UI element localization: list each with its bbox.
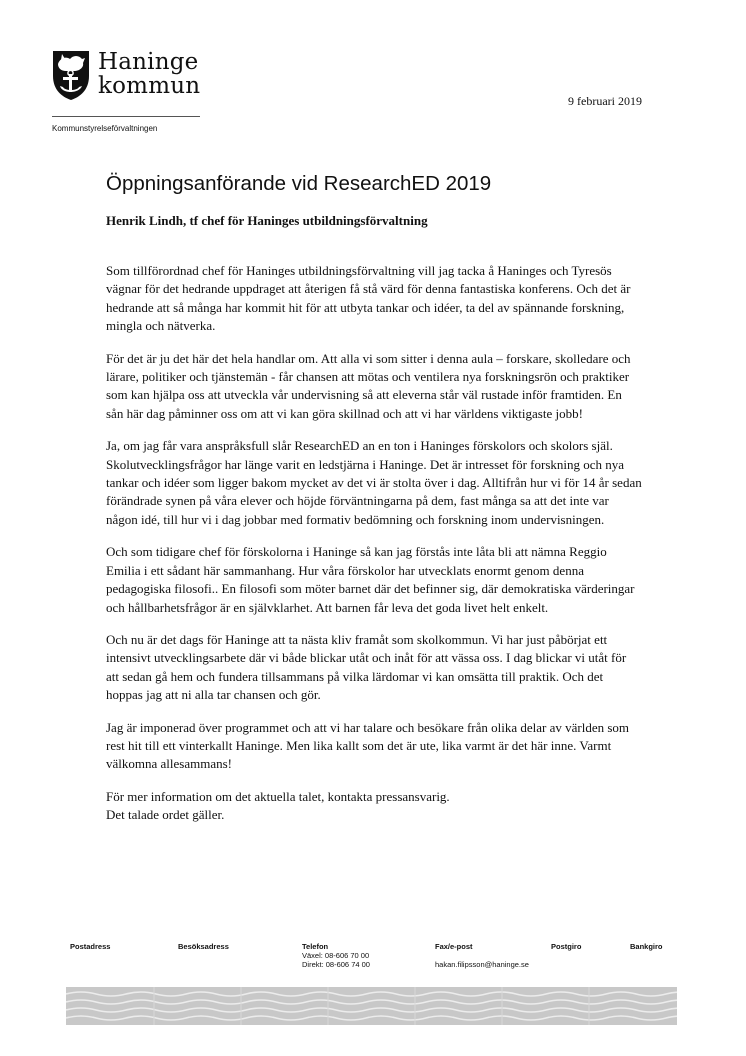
header-divider xyxy=(52,116,200,117)
closing-line-1: För mer information om det aktuella talet, kontakta pressansvarig. xyxy=(106,788,450,804)
document-date: 9 februari 2019 xyxy=(568,94,642,108)
logo-line-1: Haninge xyxy=(98,49,199,75)
footer-besoksadress xyxy=(178,942,229,951)
closing-line-2: Det talade ordet gäller. xyxy=(106,807,225,823)
document-title: Öppningsanförande vid ResearchED 2019 xyxy=(106,172,492,195)
telefon-label: Telefon xyxy=(302,942,329,951)
fax-label: Fax/e-post xyxy=(435,942,473,951)
email-link[interactable]: hakan.filipsson@haninge.se xyxy=(435,960,529,969)
department-name: Kommunstyrelseförvaltningen xyxy=(52,124,158,133)
document-subtitle: Henrik Lindh, tf chef för Haninges utbildningsförvaltning xyxy=(106,213,428,228)
logo-wordmark xyxy=(98,50,200,98)
footer-bankgiro xyxy=(630,942,663,951)
paragraph-1: Som tillförordnad chef för Haninges utbildningsförvaltning vill jag tacka å Haninges och Tyresös vägnar för det hedrande uppdraget att återigen få stå värd för denna fantastiska konferens. Och det är hedrande att så många har kommit hit för att utbyta tankar och idéer, ta del av spännande forskning, mingla och nätverka. xyxy=(106,263,631,334)
postadress-label: Postadress xyxy=(70,942,111,951)
telefon-direkt: Direkt: 08-606 74 00 xyxy=(302,960,370,969)
footer-wave-band xyxy=(66,987,677,1025)
logo-line-2: kommun xyxy=(98,73,201,99)
closing-note xyxy=(106,788,642,825)
footer-fax-email xyxy=(435,942,529,969)
paragraph-5: Och nu är det dags för Haninge att ta nästa kliv framåt som skolkommun. Vi har just påbörjat ett intensivt utvecklingsarbete där vi både blickar utåt och inåt för att vässa oss. I dag blickar vi utåt för att sedan gå hem och fundera tillsammans på vilka lärdomar vi kan omsätta till praktik. Och det hoppas jag att ni alla tar chansen och gör. xyxy=(106,631,627,703)
paragraph-2: För det är ju det här det hela handlar om. Att alla vi som sitter i denna aula – forskare, skolledare och lärare, politiker och tjänstemän - får chansen att mötas och ventilera nya forskningsrön och praktiker som kan hjälpa oss att utveckla vår undervisning så att eleverna står väl rustade inför framtiden. En sån här dag påminner oss om att vi kan göra skillnad och att vi har världens viktigaste jobb! xyxy=(106,350,631,421)
paragraph-3: Ja, om jag får vara anspråksfull slår ResearchED an en ton i Haninges förskolors och skolors själ. Skolutvecklingsfrågor har länge varit en ledstjärna i Haninge. Det är intresset för forskning och nya tankar och idéer som ligger bakom mycket av det vi är stolta över i dag. Alltifrån hur vi för 14 år sedan förändrade synen på våra elever och höjde förväntningarna på dem, fast många sa att det inte var någon idé, till hur vi i dag jobbar med formativ bedömning och forskning inom undervisningen. xyxy=(106,438,642,527)
telefon-vaxel: Växel: 08-606 70 00 xyxy=(302,951,370,960)
postgiro-label: Postgiro xyxy=(551,942,582,951)
footer-postgiro xyxy=(551,942,581,951)
bankgiro-label: Bankgiro xyxy=(630,942,663,951)
besoksadress-label: Besöksadress xyxy=(178,942,229,951)
footer-telefon xyxy=(302,942,370,969)
document-body xyxy=(106,262,642,839)
haninge-logo xyxy=(52,50,212,106)
coat-of-arms-icon xyxy=(52,50,90,100)
footer-postadress xyxy=(70,942,110,951)
paragraph-6: Jag är imponerad över programmet och att vi har talare och besökare från olika delar av världen som rest hit till ett vinterkallt Haninge. Men lika kallt som det är ute, lika varmt är det här inne. Varmt välkomna allesammans! xyxy=(106,719,630,772)
paragraph-4: Och som tidigare chef för förskolorna i Haninge så kan jag förstås inte låta bli att nämna Reggio Emilia i ett sådant här sammanhang. Hur våra förskolor har utvecklats enormt genom denna pedagogiska filosofi.. En filosofi som möter barnet där det befinner sig, där demokratiska värderingar och hållbarhetsfrågor är en självklarhet. Att barnen får leva det goda livet helt enkelt. xyxy=(106,544,635,615)
